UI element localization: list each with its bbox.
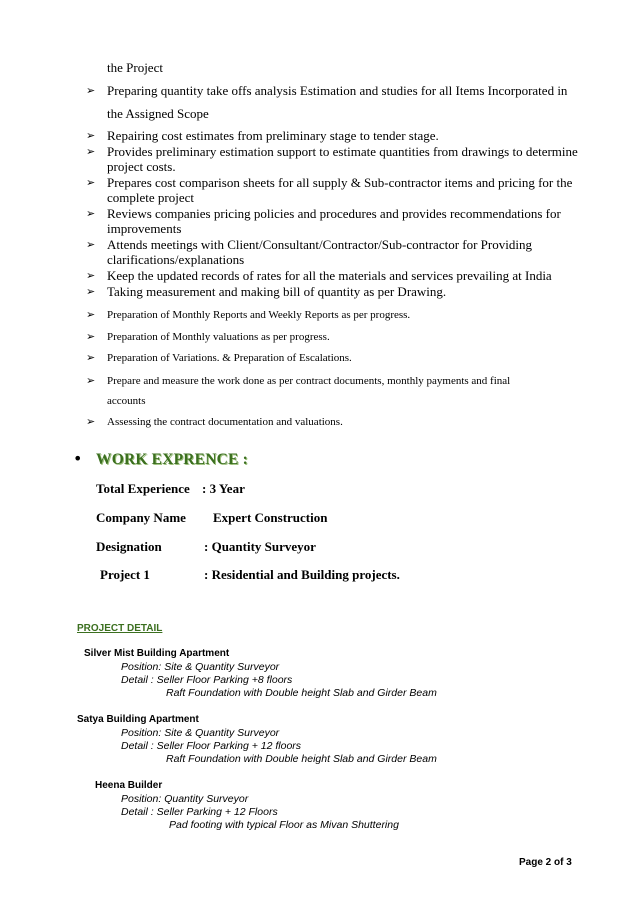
list-item: Attends meetings with Client/Consultant/Contractor/Sub-contractor for Providing [107,237,532,252]
arrow-bullet-icon: ➢ [86,129,96,142]
arrow-bullet-icon: ➢ [86,308,96,321]
value-project-1: : Residential and Building projects. [204,567,400,582]
label-designation: Designation [96,539,162,554]
section-heading-work-experience: WORK EXPRENCE : [96,451,248,468]
round-bullet-icon: • [73,449,83,468]
arrow-bullet-icon: ➢ [86,374,96,387]
label-total-experience: Total Experience [96,481,190,496]
project-detail: Detail : Seller Floor Parking +8 floors [121,674,293,686]
list-item: Reviews companies pricing policies and procedures and provides recommendations for [107,206,561,221]
continuation-text: the Project [107,60,163,75]
arrow-bullet-icon: ➢ [86,238,96,251]
project-detail: Detail : Seller Parking + 12 Floors [121,806,278,818]
list-item-continuation: improvements [107,221,182,236]
project-name: Satya Building Apartment [77,714,199,725]
project-detail-extra: Raft Foundation with Double height Slab and Girder Beam [166,687,437,699]
section-heading-project-detail: PROJECT DETAIL [77,623,163,634]
arrow-bullet-icon: ➢ [86,330,96,343]
list-item: Taking measurement and making bill of quantity as per Drawing. [107,284,447,299]
value-designation: : Quantity Surveyor [204,539,316,554]
list-item: Preparation of Variations. & Preparation of Escalations. [107,352,352,364]
arrow-bullet-icon: ➢ [86,207,96,220]
label-company-name: Company Name [96,510,186,525]
project-detail-extra: Raft Foundation with Double height Slab and Girder Beam [166,753,437,765]
list-item-continuation: accounts [107,395,146,407]
project-detail: Detail : Seller Floor Parking + 12 floors [121,740,302,752]
list-item-continuation: complete project [107,190,194,205]
arrow-bullet-icon: ➢ [86,176,96,189]
project-name: Heena Builder [95,780,163,791]
value-company-name: Expert Construction [213,510,328,525]
project-position: Position: Site & Quantity Surveyor [121,661,280,673]
arrow-bullet-icon: ➢ [86,285,96,298]
list-item: Assessing the contract documentation and valuations. [107,416,343,428]
list-item: Keep the updated records of rates for all the materials and services prevailing at India [107,268,552,283]
value-total-experience: : 3 Year [202,481,245,496]
arrow-bullet-icon: ➢ [86,415,96,428]
list-item: Preparing quantity take offs analysis Estimation and studies for all Items Incorporated in [107,83,568,98]
project-position: Position: Site & Quantity Surveyor [121,727,280,739]
list-item-continuation: the Assigned Scope [107,106,209,121]
list-item: Prepares cost comparison sheets for all supply & Sub-contractor items and pricing for the [107,175,573,190]
arrow-bullet-icon: ➢ [86,269,96,282]
list-item: Preparation of Monthly Reports and Weekly Reports as per progress. [107,309,411,321]
list-item-continuation: project costs. [107,159,176,174]
project-name: Silver Mist Building Apartment [84,648,230,659]
label-project-1: Project 1 [100,567,150,582]
list-item: Preparation of Monthly valuations as per progress. [107,331,330,343]
arrow-bullet-icon: ➢ [86,84,96,97]
list-item-continuation: clarifications/explanations [107,252,245,267]
arrow-bullet-icon: ➢ [86,145,96,158]
project-detail-extra: Pad footing with typical Floor as Mivan Shuttering [169,819,399,831]
list-item: Provides preliminary estimation support to estimate quantities from drawings to determine [107,144,578,159]
list-item: Prepare and measure the work done as per contract documents, monthly payments and final [107,375,511,387]
project-position: Position: Quantity Surveyor [121,793,249,805]
list-item: Repairing cost estimates from preliminary stage to tender stage. [107,128,439,143]
arrow-bullet-icon: ➢ [86,351,96,364]
page-number: Page 2 of 3 [519,857,572,868]
